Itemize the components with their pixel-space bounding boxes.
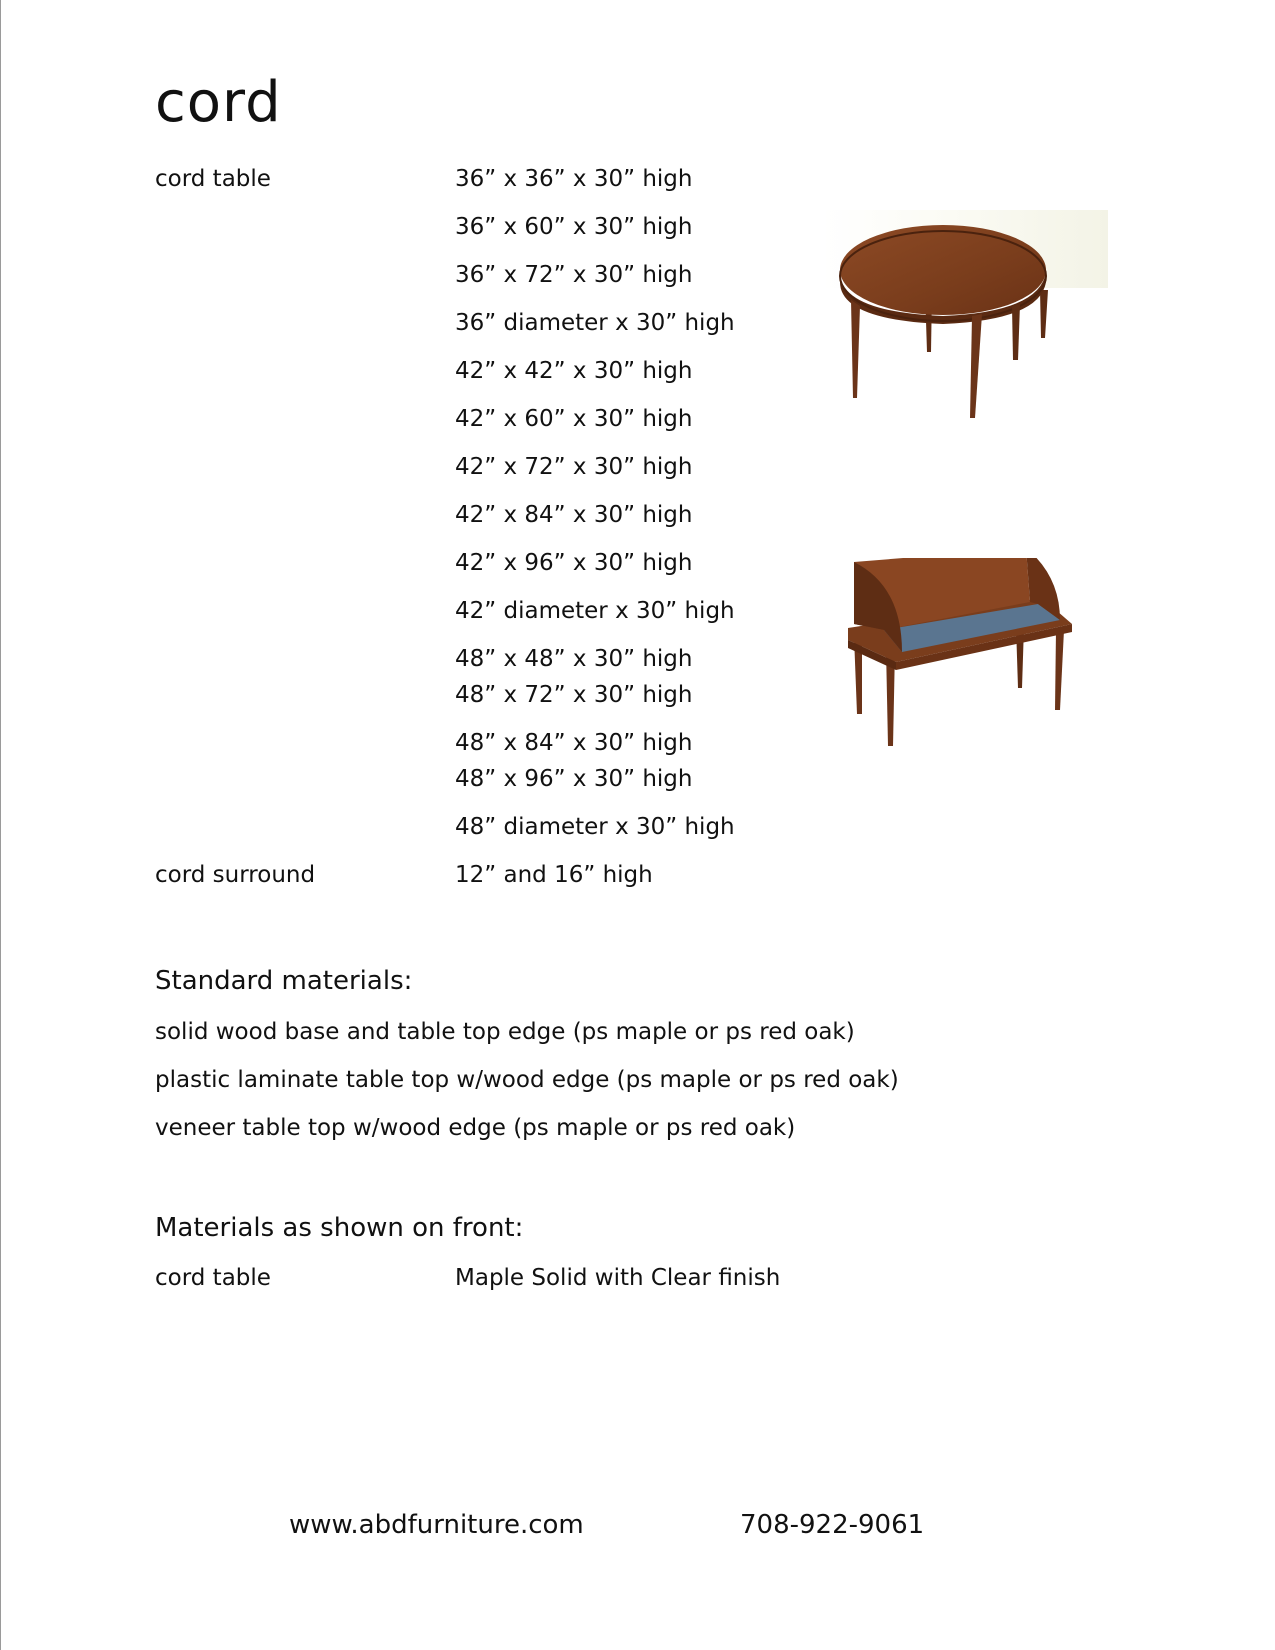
materials-shown-value: Maple Solid with Clear finish — [455, 1265, 781, 1291]
size-item: 36” x 72” x 30” high — [455, 262, 693, 288]
table-top — [840, 225, 1046, 315]
standard-materials-heading: Standard materials: — [155, 966, 413, 996]
phone-number: 708-922-9061 — [740, 1510, 925, 1540]
materials-shown-heading: Materials as shown on front: — [155, 1213, 524, 1243]
materials-shown-label: cord table — [155, 1265, 271, 1291]
material-item: plastic laminate table top w/wood edge (ps maple or ps red oak) — [155, 1067, 899, 1093]
size-item: 42” x 84” x 30” high — [455, 502, 693, 528]
size-item: 48” x 84” x 30” high — [455, 730, 693, 756]
table-leg — [851, 300, 860, 398]
size-item: 48” x 72” x 30” high — [455, 682, 693, 708]
cord-table-label: cord table — [155, 166, 271, 192]
size-item: 36” x 36” x 30” high — [455, 166, 693, 192]
size-item: 48” x 48” x 30” high — [455, 646, 693, 672]
size-item: 42” x 96” x 30” high — [455, 550, 693, 576]
cord-surround-size: 12” and 16” high — [455, 862, 653, 888]
table-leg — [1055, 630, 1064, 710]
size-item: 48” x 96” x 30” high — [455, 766, 693, 792]
table-leg — [970, 314, 982, 418]
size-item: 36” x 60” x 30” high — [455, 214, 693, 240]
size-item: 48” diameter x 30” high — [455, 814, 735, 840]
material-item: veneer table top w/wood edge (ps maple or ps red oak) — [155, 1115, 796, 1141]
size-item: 42” x 60” x 30” high — [455, 406, 693, 432]
table-leg — [1040, 290, 1048, 338]
website-link[interactable]: www.abdfurniture.com — [289, 1510, 584, 1540]
cord-surround-table-image — [842, 558, 1082, 753]
table-leg — [1012, 304, 1020, 360]
round-table-image — [822, 210, 1108, 435]
material-item: solid wood base and table top edge (ps maple or ps red oak) — [155, 1019, 855, 1045]
cord-surround-label: cord surround — [155, 862, 316, 888]
page-title: cord — [155, 70, 282, 135]
page-left-edge — [0, 0, 1, 1650]
size-item: 42” diameter x 30” high — [455, 598, 735, 624]
size-item: 42” x 72” x 30” high — [455, 454, 693, 480]
size-item: 36” diameter x 30” high — [455, 310, 735, 336]
size-item: 42” x 42” x 30” high — [455, 358, 693, 384]
